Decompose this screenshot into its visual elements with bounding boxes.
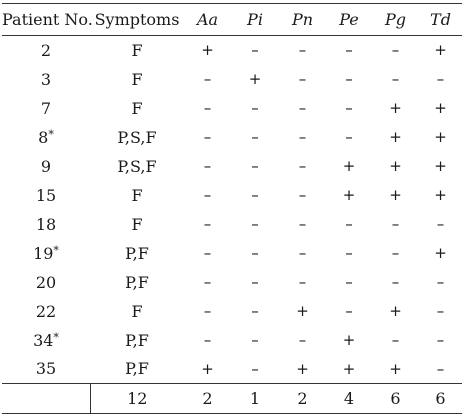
asterisk-marker: * [53,243,59,257]
totals-pn: 2 [279,384,326,414]
cell-pi: – [251,157,259,175]
cell-pi: – [251,41,259,60]
patient-number: 22 [35,301,57,321]
cell-pn: – [298,244,307,262]
cell-aa: – [203,99,212,117]
cell-aa: + [201,41,214,60]
cell-pg: + [389,302,402,320]
cell-aa: – [203,157,212,175]
cell-pn: – [298,331,307,349]
cell-pg: + [389,186,402,204]
cell-patient-no [2,181,90,210]
cell-symptoms: P,F [125,330,149,350]
cell-pn: – [298,273,307,291]
header-patient-no: Patient No. [2,4,90,36]
patient-number: 34 [33,330,54,350]
cell-symptoms: P,F [125,243,149,263]
totals-pi: 1 [231,384,279,414]
cell-patient-no [2,36,90,65]
cell-pe: – [345,99,353,117]
cell-patient-no [2,210,90,239]
table-row [2,355,462,384]
table-row [2,268,462,297]
cell-aa: – [203,128,212,146]
cell-pn: – [298,99,307,117]
table-row [2,152,462,181]
cell-pg: – [391,331,400,349]
cell-aa: – [203,302,212,320]
cell-pi: – [251,99,259,117]
cell-td: + [434,128,447,146]
cell-patient-no [2,152,90,181]
totals-label [2,384,90,414]
patient-bacteria-table [2,3,462,414]
cell-pe: + [342,331,356,349]
cell-pn: – [298,157,307,175]
patient-number: 9 [40,156,52,176]
header-symptoms: Symptoms [90,4,184,36]
cell-pg: – [391,244,400,262]
cell-patient-no [2,326,90,355]
cell-pe: – [345,128,353,146]
cell-patient-no [2,65,90,94]
cell-td: – [436,359,445,378]
table-row [2,239,462,268]
cell-patient-no [2,355,90,384]
cell-pe: – [345,244,353,262]
patient-number: 15 [35,185,57,205]
cell-pe: + [342,186,356,204]
cell-symptoms: P,S,F [117,127,157,147]
patient-number: 7 [40,98,52,118]
header-pi: Pi [231,4,279,36]
cell-pn: – [298,70,307,88]
cell-symptoms: F [131,69,143,89]
cell-patient-no [2,297,90,326]
table-row [2,210,462,239]
cell-pe: + [342,359,356,378]
cell-pe: – [345,273,353,291]
cell-symptoms: F [131,185,143,205]
cell-pi: – [251,244,259,262]
cell-pe: – [345,41,353,60]
cell-patient-no [2,123,90,152]
cell-td: – [436,215,445,233]
cell-pi: – [251,128,259,146]
cell-symptoms: F [131,301,143,321]
cell-pg: + [389,99,402,117]
cell-pi: – [251,331,259,349]
cell-pi: – [251,302,259,320]
cell-aa: – [203,244,212,262]
cell-pe: – [345,70,353,88]
header-pg: Pg [372,4,419,36]
cell-pg: + [389,359,402,378]
table-footer [2,384,462,414]
cell-symptoms: P,S,F [117,156,157,176]
header-aa: Aa [184,4,231,36]
cell-aa: – [203,215,212,233]
cell-symptoms: F [131,214,143,234]
cell-aa: + [201,359,214,378]
cell-td: + [434,244,447,262]
cell-td: – [436,331,445,349]
cell-symptoms: P,F [125,359,149,379]
totals-symptoms: 12 [90,384,184,414]
asterisk-marker: * [48,127,54,141]
cell-td: – [436,70,445,88]
header-td: Td [419,4,462,36]
cell-td: + [434,186,447,204]
cell-pg: + [389,128,402,146]
cell-td: + [434,41,447,60]
cell-pi: + [248,70,262,88]
cell-pg: – [391,273,400,291]
cell-pg: – [391,70,400,88]
cell-td: – [436,273,445,291]
cell-td: + [434,99,447,117]
table-row [2,65,462,94]
header-pe: Pe [326,4,372,36]
table-row [2,36,462,65]
table-header [2,4,462,36]
cell-pn: – [298,215,307,233]
totals-pg: 6 [372,384,419,414]
cell-td: + [434,157,447,175]
patient-number: 3 [40,69,52,89]
header-row [2,4,462,36]
cell-td: – [436,302,445,320]
totals-td: 6 [419,384,462,414]
cell-patient-no [2,94,90,123]
cell-pi: – [251,359,259,378]
cell-aa: – [203,70,212,88]
cell-patient-no [2,268,90,297]
cell-pn: – [298,186,307,204]
cell-pi: – [251,215,259,233]
table-body [2,36,462,384]
cell-pn: + [296,302,309,320]
cell-patient-no [2,239,90,268]
totals-row [2,384,462,414]
cell-pg: + [389,157,402,175]
cell-aa: – [203,331,212,349]
cell-pg: – [391,215,400,233]
cell-aa: – [203,273,212,291]
cell-pe: – [345,215,353,233]
cell-pg: – [391,41,400,60]
patient-number: 8 [38,127,49,147]
cell-pn: + [296,359,309,378]
header-pn: Pn [279,4,326,36]
totals-aa: 2 [184,384,231,414]
cell-pi: – [251,186,259,204]
table-row [2,181,462,210]
totals-pe: 4 [326,384,372,414]
cell-pe: – [345,302,353,320]
cell-symptoms: P,F [125,272,149,292]
asterisk-marker: * [53,330,59,344]
patient-number: 19 [33,243,54,263]
cell-symptoms: F [131,40,143,60]
table-row [2,326,462,355]
cell-pn: – [298,41,307,60]
cell-pe: + [342,157,356,175]
table-row [2,94,462,123]
cell-pn: – [298,128,307,146]
table-row [2,297,462,326]
table-row [2,123,462,152]
cell-pi: – [251,273,259,291]
patient-number: 35 [35,359,57,379]
patient-number: 2 [40,40,52,60]
cell-symptoms: F [131,98,143,118]
cell-aa: – [203,186,212,204]
patient-number: 18 [35,214,57,234]
patient-number: 20 [35,272,57,292]
